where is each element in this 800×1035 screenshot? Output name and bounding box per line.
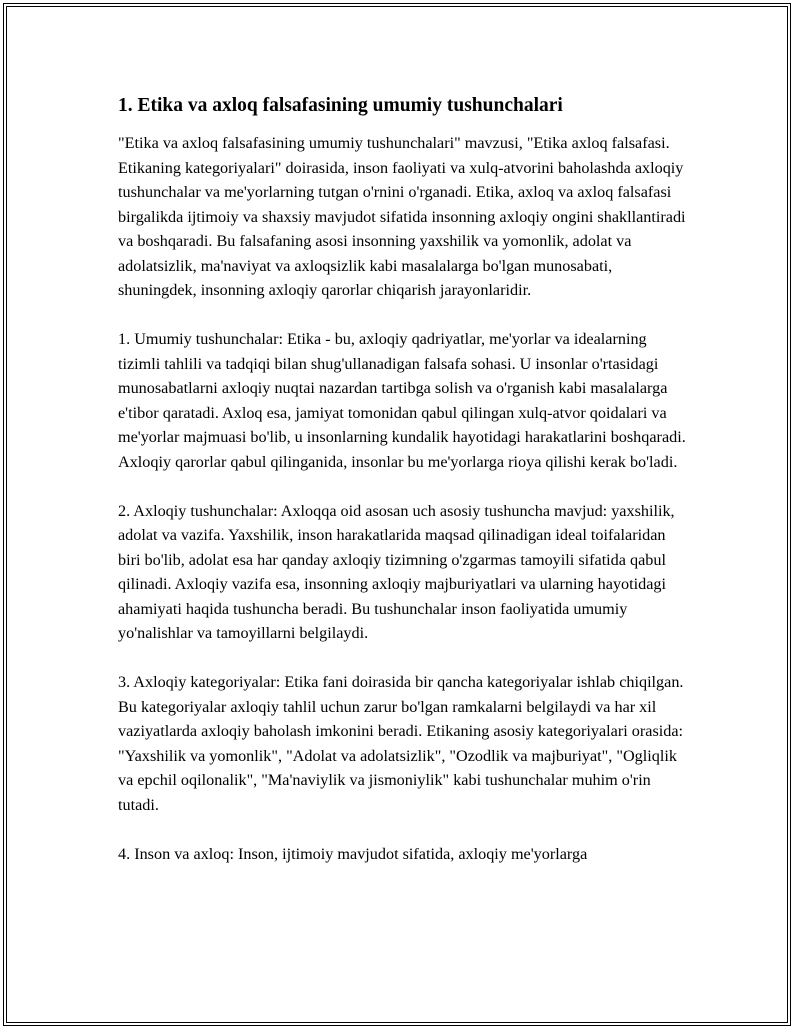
paragraph-general-concepts: 1. Umumiy tushunchalar: Etika - bu, axloqiy qadriyatlar, me'yorlar va idealarning tizimli tahlili va tadqiqi bilan shug'ullanadigan falsafa sohasi. U insonlar o'rtasidagi munosabatlarni axloqiy nuqtai nazardan tartibga solish va o'rganish kabi masalalarga e'tibor qaratadi. Axloq esa, jamiyat tomonidan qabul qilingan xulq-atvor qoidalari va me'yorlar majmuasi bo'lib, u insonlarning kundalik hayotidagi harakatlarini boshqaradi. Axloqiy qarorlar qabul qilinganida, insonlar bu me'yorlarga rioya qilishi kerak bo'ladi. bbox=[118, 330, 686, 471]
paragraph-human-and-morality: 4. Inson va axloq: Inson, ijtimoiy mavjudot sifatida, axloqiy me'yorlarga bbox=[118, 844, 588, 863]
document-body bbox=[118, 93, 688, 891]
paragraph-moral-concepts: 2. Axloqiy tushunchalar: Axloqqa oid asosan uch asosiy tushuncha mavjud: yaxshilik, adolat va vazifa. Yaxshilik, inson harakatlarida maqsad qilinadigan ideal toifalaridan biri bo'lib, adolat esa har qanday axloqiy tizimning o'zgarmas tamoyili sifatida qabul qilinadi. Axloqiy vazifa esa, insonning axloqiy majburiyatlari va ularning hayotidagi ahamiyati haqida tushuncha beradi. Bu tushunchalar inson faoliyatida umumiy yo'nalishlar va tamoyillarni belgilaydi. bbox=[118, 501, 675, 642]
section-heading: 1. Etika va axloq falsafasining umumiy tushunchalari bbox=[118, 95, 563, 116]
paragraph-moral-categories: 3. Axloqiy kategoriyalar: Etika fani doirasida bir qancha kategoriyalar ishlab chiqilgan. Bu kategoriyalar axloqiy tahlil uchun zarur bo'lgan ramkalarni belgilaydi va har xil vaziyatlarda axloqiy baholash imkonini beradi. Etikaning asosiy kategoriyalari orasida: "Yaxshilik va yomonlik", "Adolat va adolatsizlik", "Ozodlik va majburiyat", "Ogliqlik va epchil oqilonalik", "Ma'naviylik va jismoniylik" kabi tushunchalar muhim o'rin tutadi. bbox=[118, 673, 684, 814]
paragraph-intro: "Etika va axloq falsafasining umumiy tushunchalari" mavzusi, "Etika axloq falsafasi. Etikaning kategoriyalari" doirasida, inson faoliyati va xulq-atvorini baholashda axloqiy tushunchalar va me'yorlarning tutgan o'rnini o'rganadi. Etika, axloq va axloq falsafasi birgalikda ijtimoiy va shaxsiy mavjudot sifatida insonning axloqiy ongini shakllantiradi va boshqaradi. Bu falsafaning asosi insonning yaxshilik va yomonlik, adolat va adolatsizlik, ma'naviyat va axloqsizlik kabi masalalarga bo'lgan munosabati, shuningdek, insonning axloqiy qarorlar chiqarish jarayonlaridir. bbox=[118, 134, 686, 299]
